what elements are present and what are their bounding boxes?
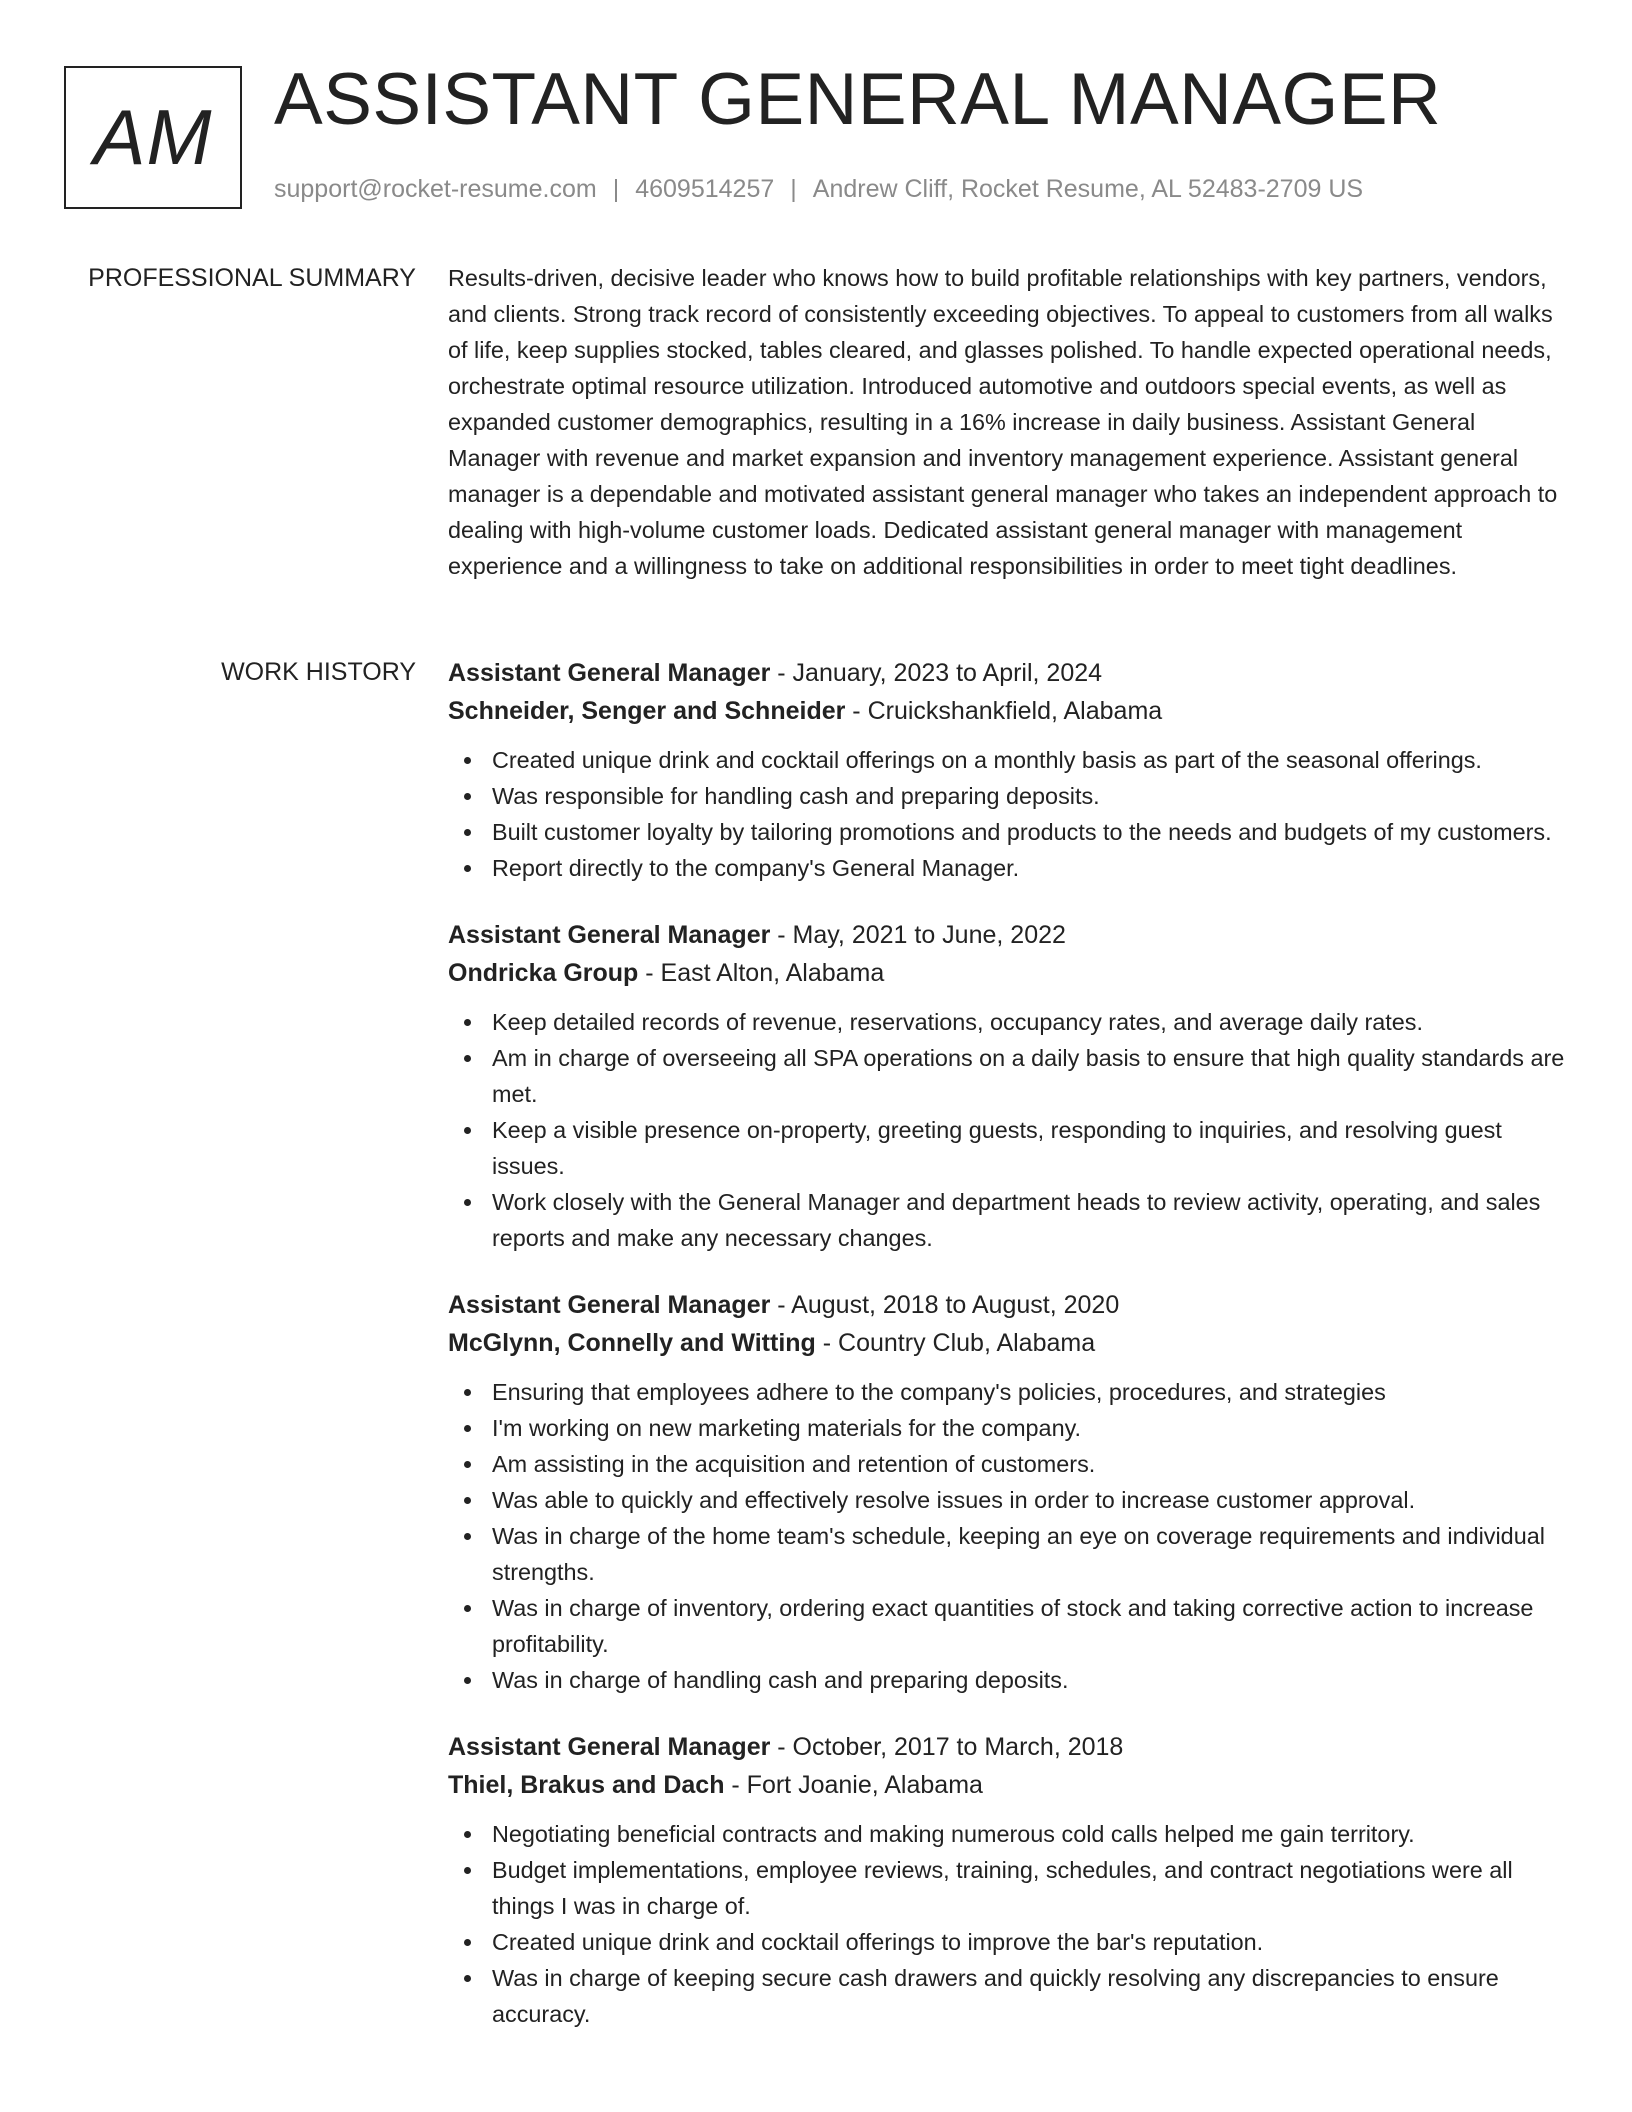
contact-phone[interactable]: 4609514257 — [635, 175, 775, 203]
job-bullet: I'm working on new marketing materials for the company. — [448, 1410, 1572, 1446]
job-bullet: Built customer loyalty by tailoring promotions and products to the needs and budgets of my customers. — [448, 814, 1572, 850]
job-bullet: Was in charge of inventory, ordering exact quantities of stock and taking corrective action to increase profitability. — [448, 1590, 1572, 1662]
job-title-line — [448, 654, 1572, 692]
job-bullet: Was in charge of handling cash and preparing deposits. — [448, 1662, 1572, 1698]
section-heading-work-history: WORK HISTORY — [221, 658, 416, 686]
job-bullet-list — [448, 1816, 1572, 2032]
job-bullet: Am in charge of overseeing all SPA operations on a daily basis to ensure that high quality standards are met. — [448, 1040, 1572, 1112]
job-bullet: Budget implementations, employee reviews, training, schedules, and contract negotiations were all things I was in charge of. — [448, 1852, 1572, 1924]
job-company-line — [448, 954, 1572, 992]
job-entry — [448, 1286, 1572, 1698]
job-bullet-list — [448, 1004, 1572, 1256]
job-title: Assistant General Manager — [448, 1733, 771, 1761]
job-location: - Country Club, Alabama — [815, 1329, 1096, 1357]
job-company: McGlynn, Connelly and Witting — [448, 1329, 816, 1357]
job-title-line — [448, 1286, 1572, 1324]
contact-address: Andrew Cliff, Rocket Resume, AL 52483-2709 US — [812, 175, 1364, 203]
contact-separator: | — [790, 175, 797, 203]
job-company: Thiel, Brakus and Dach — [448, 1771, 725, 1799]
job-title-line — [448, 1728, 1572, 1766]
job-dates: - January, 2023 to April, 2024 — [770, 659, 1103, 687]
job-bullet: Created unique drink and cocktail offerings on a monthly basis as part of the seasonal offerings. — [448, 742, 1572, 778]
job-company: Ondricka Group — [448, 959, 639, 987]
summary-text: Results-driven, decisive leader who knows how to build profitable relationships with key partners, vendors, and clients. Strong track record of consistently exceeding objectives. To appeal to customers from all walks of life, keep supplies stocked, tables cleared, and glasses polished. To handle expected operational needs, orchestrate optimal resource utilization. Introduced automotive and outdoors special events, as well as expanded customer demographics, resulting in a 16% increase in daily business. Assistant General Manager with revenue and market expansion and inventory management experience. Assistant general manager is a dependable and motivated assistant general manager who takes an independent approach to dealing with high-volume customer loads. Dedicated assistant general manager with management experience and a willingness to take on additional responsibilities in order to meet tight deadlines. — [448, 265, 1558, 579]
job-bullet: Keep detailed records of revenue, reservations, occupancy rates, and average daily rates. — [448, 1004, 1572, 1040]
job-location: - East Alton, Alabama — [638, 959, 885, 987]
contact-email[interactable]: support@rocket-resume.com — [274, 175, 597, 203]
resume-title: ASSISTANT GENERAL MANAGER — [274, 59, 1442, 140]
job-company-line — [448, 692, 1572, 730]
job-dates: - October, 2017 to March, 2018 — [770, 1733, 1124, 1761]
job-company-line — [448, 1766, 1572, 1804]
job-bullet: Report directly to the company's General Manager. — [448, 850, 1572, 886]
job-title-line — [448, 916, 1572, 954]
job-company: Schneider, Senger and Schneider — [448, 697, 846, 725]
contact-line — [274, 175, 1363, 204]
job-bullet-list — [448, 742, 1572, 886]
job-location: - Cruickshankfield, Alabama — [845, 697, 1163, 725]
job-bullet: Ensuring that employees adhere to the company's policies, procedures, and strategies — [448, 1374, 1572, 1410]
job-title: Assistant General Manager — [448, 1291, 771, 1319]
job-bullet: Was able to quickly and effectively resolve issues in order to increase customer approval. — [448, 1482, 1572, 1518]
job-bullet: Negotiating beneficial contracts and making numerous cold calls helped me gain territory. — [448, 1816, 1572, 1852]
job-company-line — [448, 1324, 1572, 1362]
job-dates: - August, 2018 to August, 2020 — [770, 1291, 1120, 1319]
job-entry — [448, 1728, 1572, 2032]
jobs-list — [448, 654, 1572, 2062]
job-bullet: Created unique drink and cocktail offerings to improve the bar's reputation. — [448, 1924, 1572, 1960]
job-location: - Fort Joanie, Alabama — [724, 1771, 983, 1799]
job-entry — [448, 654, 1572, 886]
job-entry — [448, 916, 1572, 1256]
job-bullet-list — [448, 1374, 1572, 1698]
job-title: Assistant General Manager — [448, 921, 771, 949]
section-heading-summary: PROFESSIONAL SUMMARY — [88, 264, 416, 292]
job-title: Assistant General Manager — [448, 659, 771, 687]
job-bullet: Was in charge of the home team's schedule, keeping an eye on coverage requirements and individual strengths. — [448, 1518, 1572, 1590]
job-dates: - May, 2021 to June, 2022 — [770, 921, 1066, 949]
job-bullet: Am assisting in the acquisition and retention of customers. — [448, 1446, 1572, 1482]
job-bullet: Was responsible for handling cash and preparing deposits. — [448, 778, 1572, 814]
monogram-logo: AM — [64, 66, 242, 209]
job-bullet: Was in charge of keeping secure cash drawers and quickly resolving any discrepancies to ensure accuracy. — [448, 1960, 1572, 2032]
job-bullet: Keep a visible presence on-property, greeting guests, responding to inquiries, and resolving guest issues. — [448, 1112, 1572, 1184]
contact-separator: | — [612, 175, 620, 203]
job-bullet: Work closely with the General Manager and department heads to review activity, operating, and sales reports and make any necessary changes. — [448, 1184, 1572, 1256]
